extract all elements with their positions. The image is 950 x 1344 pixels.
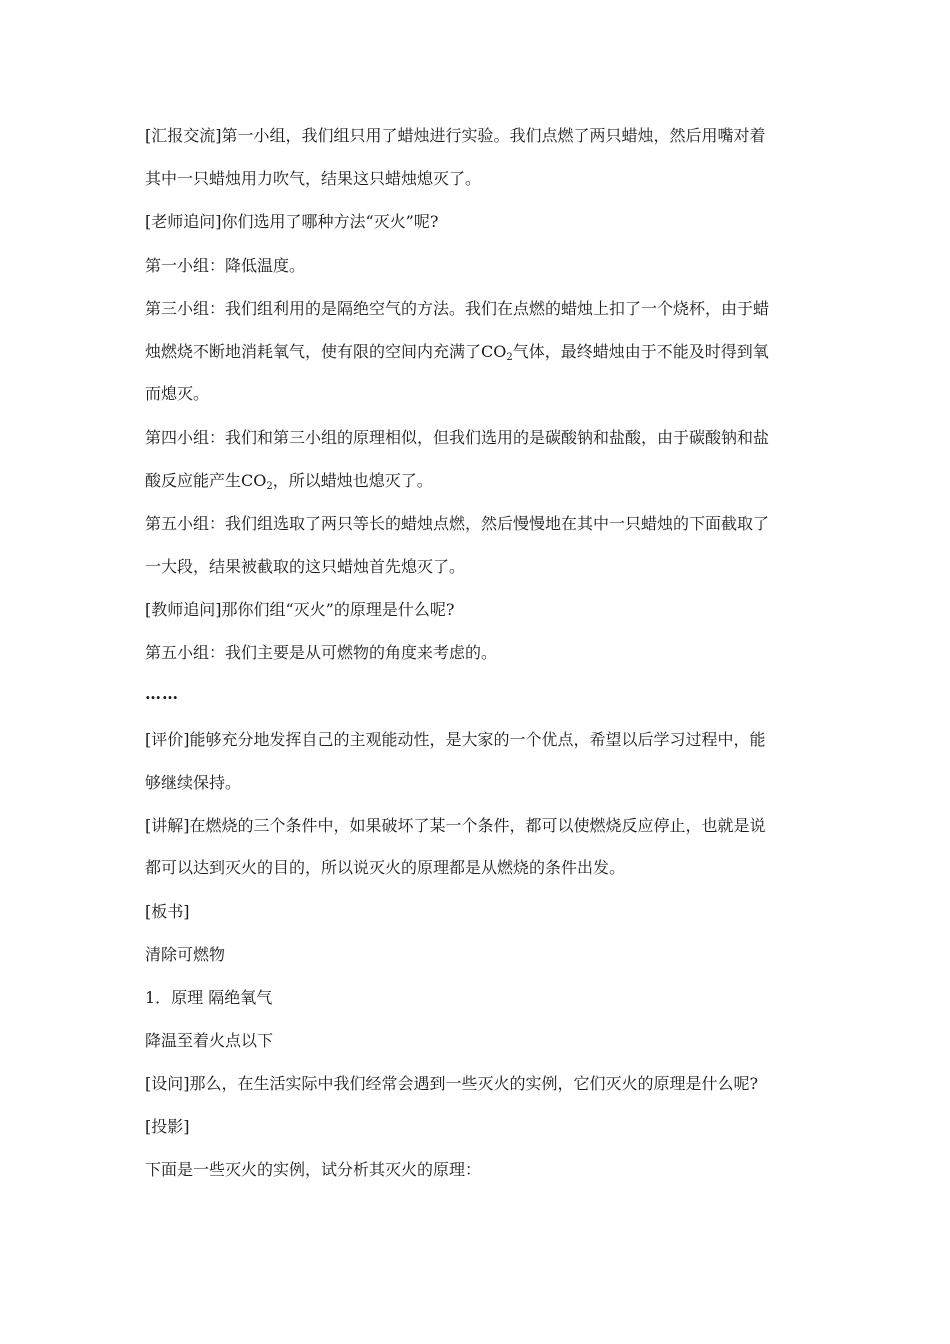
examples-intro: 下面是一些灭火的实例，试分析其灭火的原理： <box>145 1160 482 1179</box>
report-line-2: 其中一只蜡烛用力吹气，结果这只蜡烛熄灭了。 <box>145 169 482 188</box>
group-three-line-3: 而熄灭。 <box>145 384 210 403</box>
group-five-line-1: 第五小组：我们组选取了两只等长的蜡烛点燃，然后慢慢地在其中一只蜡烛的下面截取了 <box>145 514 770 533</box>
report-line-1: [汇报交流]第一小组，我们组只用了蜡烛进行实验。我们点燃了两只蜡烛，然后用嘴对着 <box>145 126 766 145</box>
projection-heading: [投影] <box>145 1117 190 1136</box>
text-segment: 烛燃烧不断地消耗氧气，使有限的空间内充满了CO <box>145 342 507 361</box>
subscript-2: 2 <box>266 481 273 492</box>
ellipsis: …… <box>145 684 179 703</box>
group-five-line-2: 一大段，结果被截取的这只蜡烛首先熄灭了。 <box>145 557 466 576</box>
text-segment: ，所以蜡烛也熄灭了。 <box>272 471 433 490</box>
board-item-remove-fuel: 清除可燃物 <box>145 945 226 964</box>
evaluation-line-1: [评价]能够充分地发挥自己的主观能动性，是大家的一个优点，希望以后学习过程中，能 <box>145 730 766 749</box>
group-one-answer: 第一小组：降低温度。 <box>145 256 306 275</box>
board-heading: [板书] <box>145 902 190 921</box>
explanation-line-1: [讲解]在燃烧的三个条件中，如果破坏了某一个条件，都可以使燃烧反应停止，也就是说 <box>145 816 766 835</box>
group-four-line-2 <box>145 471 805 491</box>
board-item-cool-down: 降温至着火点以下 <box>145 1031 274 1050</box>
subscript-2: 2 <box>506 352 513 363</box>
teacher-followup-line: [教师追问]那你们组“灭火”的原理是什么呢? <box>145 600 455 619</box>
explanation-line-2: 都可以达到灭火的目的，所以说灭火的原理都是从燃烧的条件出发。 <box>145 858 626 877</box>
group-three-line-2 <box>145 342 805 362</box>
board-item-principle: 1．原理 隔绝氧气 <box>145 988 273 1007</box>
group-four-line-1: 第四小组：我们和第三小组的原理相似，但我们选用的是碳酸钠和盐酸，由于碳酸钠和盐 <box>145 428 770 447</box>
group-three-line-1: 第三小组：我们组利用的是隔绝空气的方法。我们在点燃的蜡烛上扣了一个烧杯，由于蜡 <box>145 299 770 318</box>
evaluation-line-2: 够继续保持。 <box>145 773 242 792</box>
group-five-answer: 第五小组：我们主要是从可燃物的角度来考虑的。 <box>145 643 498 662</box>
question-line: [设问]那么，在生活实际中我们经常会遇到一些灭火的实例，它们灭火的原理是什么呢? <box>145 1074 759 1093</box>
text-segment: 酸反应能产生CO <box>145 471 267 490</box>
text-segment: 气体，最终蜡烛由于不能及时得到氧 <box>512 342 769 361</box>
teacher-question-line: [老师追问]你们选用了哪种方法“灭火”呢? <box>145 212 439 231</box>
